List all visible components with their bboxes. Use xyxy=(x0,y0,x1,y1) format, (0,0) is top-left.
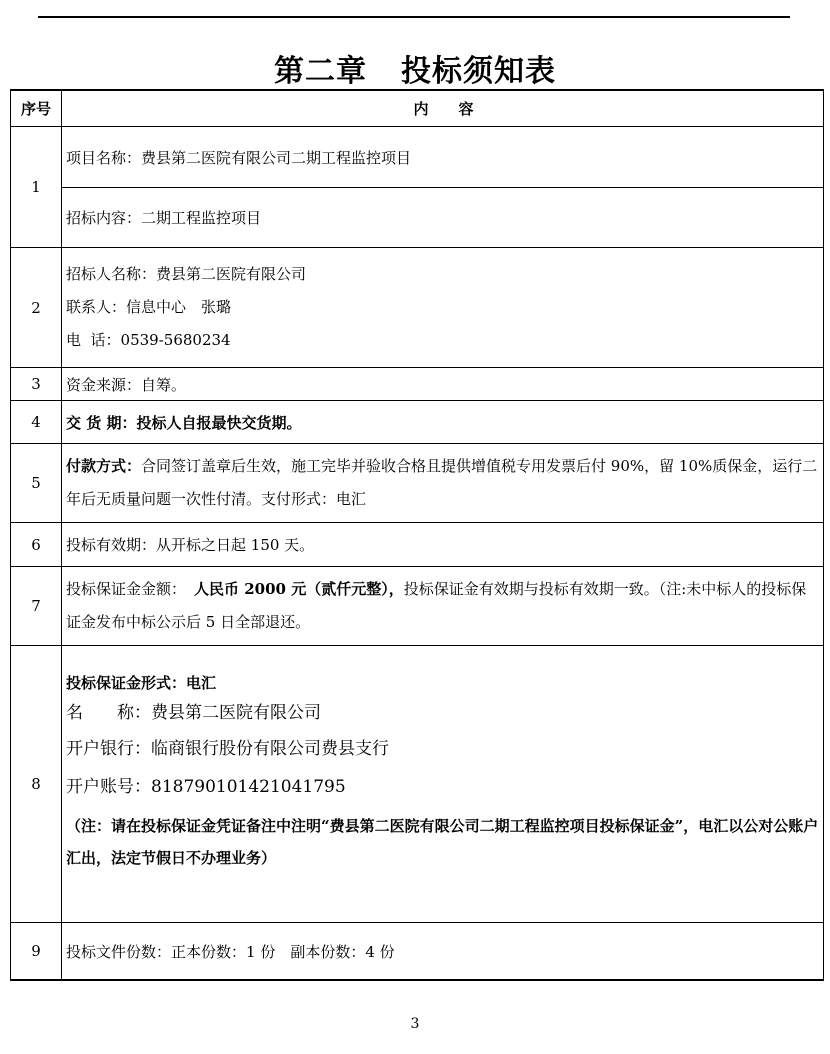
row-num: 7 xyxy=(11,567,62,646)
payment-terms: 合同签订盖章后生效，施工完毕并验收合格且提供增值税专用发票后付 90%，留 10%质保金，运行二年后无质量问题一次性付清。支付形式：电汇 xyxy=(66,457,818,508)
table-row xyxy=(11,401,824,444)
bid-copies: 投标文件份数：正本份数：1 份 副本份数：4 份 xyxy=(62,923,824,981)
title-label: 投标须知表 xyxy=(401,54,556,89)
table-row xyxy=(11,248,824,368)
row-num: 3 xyxy=(11,368,62,401)
header-content: 内 容 xyxy=(62,90,824,127)
account-name: 名 称：费县第二医院有限公司 xyxy=(66,703,321,723)
header-num: 序号 xyxy=(11,90,62,127)
row-num: 5 xyxy=(11,444,62,523)
table-row xyxy=(11,127,824,248)
page-number: 3 xyxy=(410,1016,420,1032)
bank-name: 开户银行：临商银行股份有限公司费县支行 xyxy=(66,739,389,759)
table-row xyxy=(11,444,824,523)
bond-note: （注：请在投标保证金凭证备注中注明“费县第二医院有限公司二期工程监控项目投标保证金”，电汇以公对公账户汇出，法定节假日不办理业务） xyxy=(66,817,819,867)
bond-amount-label: 投标保证金金额： xyxy=(66,580,187,598)
contact-phone: 电 话：0539-5680234 xyxy=(66,331,231,349)
top-rule xyxy=(38,16,790,18)
payment-label: 付款方式： xyxy=(66,457,142,475)
table-row xyxy=(11,646,824,923)
row-num: 6 xyxy=(11,523,62,567)
row-num: 4 xyxy=(11,401,62,444)
bond-form: 投标保证金形式：电汇 xyxy=(66,674,217,692)
bond-terms: 投标保证金有效期与投标有效期一致。（注:未中标人的投标保证金发布中标公示后 5 日全部退还。 xyxy=(66,580,807,631)
table-row xyxy=(11,523,824,567)
table-row xyxy=(11,923,824,981)
bid-validity: 投标有效期：从开标之日起 150 天。 xyxy=(62,523,824,567)
account-number: 开户账号：818790101421041795 xyxy=(66,777,346,797)
table-header-row xyxy=(11,90,824,127)
row-num: 2 xyxy=(11,248,62,368)
table-row xyxy=(11,567,824,646)
bond-amount: 人民币 2000 元（贰仟元整）， xyxy=(194,580,404,598)
table-row xyxy=(11,368,824,401)
row-num: 9 xyxy=(11,923,62,981)
tender-notice-table xyxy=(10,89,824,981)
fund-source: 资金来源：自筹。 xyxy=(62,368,824,401)
tenderer-name: 招标人名称：费县第二医院有限公司 xyxy=(66,265,307,283)
project-name: 项目名称：费县第二医院有限公司二期工程监控项目 xyxy=(66,148,412,167)
tender-content: 招标内容：二期工程监控项目 xyxy=(62,187,823,247)
row-num: 1 xyxy=(11,127,62,248)
chapter-label: 第二章 xyxy=(274,54,367,89)
contact-person: 联系人：信息中心 张璐 xyxy=(66,298,232,316)
row-num: 8 xyxy=(11,646,62,923)
page-title xyxy=(0,46,830,90)
delivery-period: 交 货 期：投标人自报最快交货期。 xyxy=(62,401,824,444)
